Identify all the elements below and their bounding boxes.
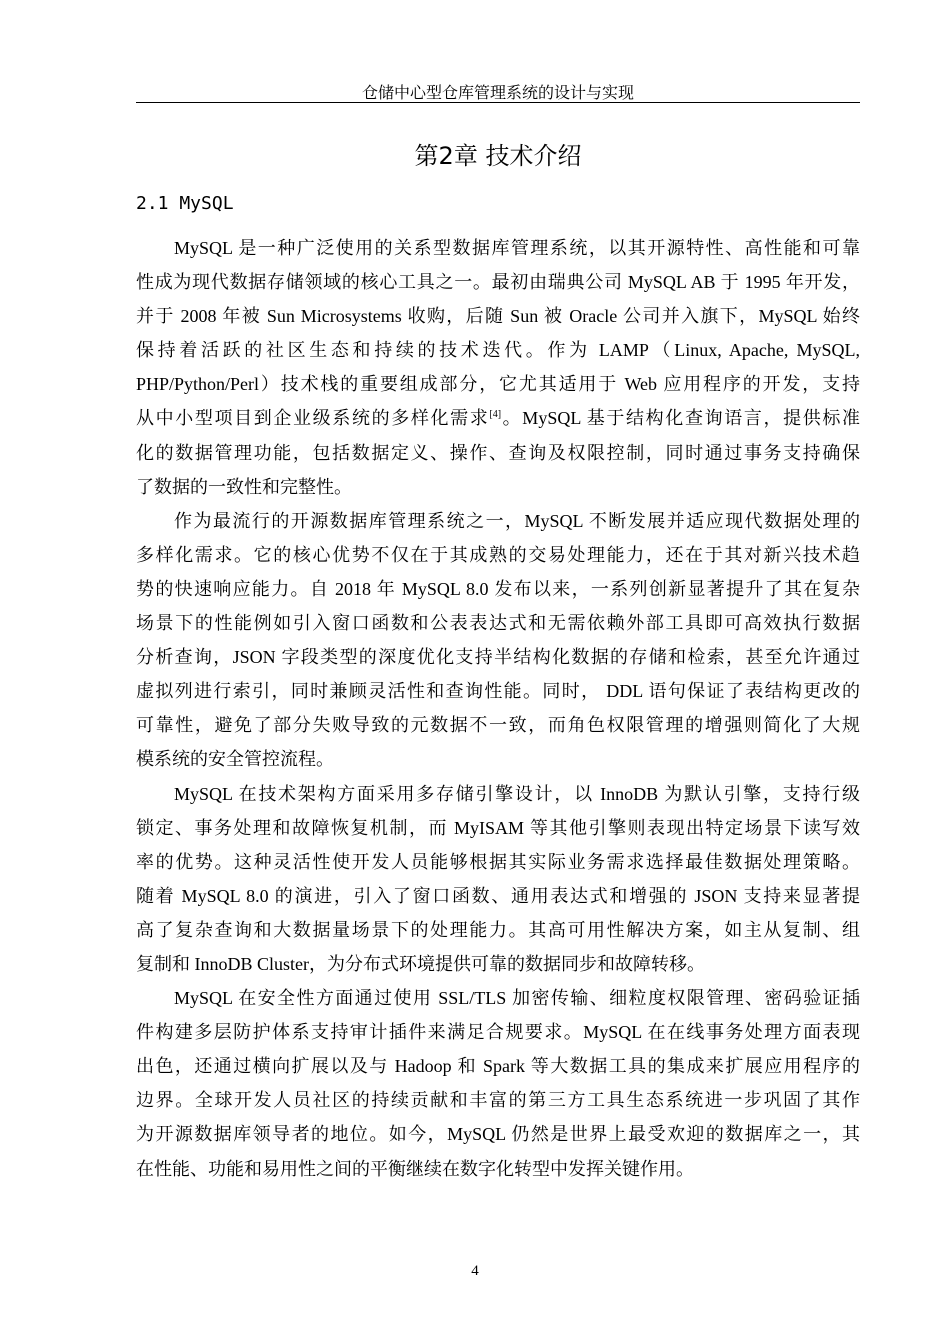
text-line: 在性能、功能和易用性之间的平衡继续在数字化转型中发挥关键作用。 (136, 1158, 694, 1179)
text-line: 率的优势。这种灵活性使开发人员能够根据其实际业务需求选择最佳数据处理策略。 (136, 851, 860, 872)
paragraph-4 (136, 983, 860, 1188)
section-title: 2.1 MySQL (136, 193, 234, 214)
paragraph-1 (136, 233, 860, 506)
text-line: MySQL 在安全性方面通过使用 SSL/TLS 加密传输、细粒度权限管理、密码验证插 (174, 988, 860, 1009)
citation-link[interactable]: [4] (489, 409, 502, 421)
running-header: 仓储中心型仓库管理系统的设计与实现 (361, 85, 634, 102)
text-line: MySQL 是一种广泛使用的关系型数据库管理系统，以其开源特性、高性能和可靠 (174, 238, 860, 258)
text-line: 作为最流行的开源数据库管理系统之一，MySQL 不断发展并适应现代数据处理的 (174, 510, 860, 531)
text-line: 复制和 InnoDB Cluster，为分布式环境提供可靠的数据同步和故障转移。 (136, 953, 705, 974)
text-segment: 从中小型项目到企业级系统的多样化需求 (136, 408, 490, 429)
text-line: 为开源数据库领导者的地位。如今，MySQL 仍然是世界上最受欢迎的数据库之一，其 (136, 1124, 860, 1145)
text-line: 锁定、事务处理和故障恢复机制，而 MyISAM 等其他引擎则表现出特定场景下读写效 (136, 817, 860, 838)
text-line: 并于 2008 年被 Sun Microsystems 收购，后随 Sun 被 Oracle 公司并入旗下，MySQL 始终 (136, 306, 860, 327)
text-line: 边界。全球开发人员社区的持续贡献和丰富的第三方工具生态系统进一步巩固了其作 (136, 1090, 860, 1111)
text-line: 虚拟列进行索引，同时兼顾灵活性和查询性能。同时， DDL 语句保证了表结构更改的 (136, 681, 860, 702)
text-line: 可靠性，避免了部分失败导致的元数据不一致，而角色权限管理的增强则简化了大规 (136, 715, 860, 736)
text-line: 了数据的一致性和完整性。 (136, 476, 352, 497)
text-line: 模系统的安全管控流程。 (136, 749, 334, 770)
text-line: 高了复杂查询和大数据量场景下的处理能力。其高可用性解决方案，如主从复制、组 (136, 919, 860, 940)
paragraph-2 (136, 506, 860, 779)
text-line: 随着 MySQL 8.0 的演进，引入了窗口函数、通用表达式和增强的 JSON 支持来显著提 (136, 885, 860, 906)
text-line: 出色，还通过横向扩展以及与 Hadoop 和 Spark 等大数据工具的集成来扩展应用程序的 (136, 1056, 860, 1077)
text-line: 保持着活跃的社区生态和持续的技术迭代。作为 LAMP（Linux, Apache, MySQL, (136, 340, 860, 361)
text-line: 化的数据管理功能，包括数据定义、操作、查询及权限控制，同时通过事务支持确保 (136, 442, 860, 463)
text-line: PHP/Python/Perl）技术栈的重要组成部分，它尤其适用于 Web 应用程序的开发，支持 (136, 374, 860, 395)
text-line: 场景下的性能例如引入窗口函数和公表表达式和无需依赖外部工具即可高效执行数据 (136, 613, 860, 634)
chapter-title: 第2章 技术介绍 (414, 142, 582, 170)
text-line: 性成为现代数据存储领域的核心工具之一。最初由瑞典公司 MySQL AB 于 1995 年开发， (136, 272, 860, 293)
text-line: 势的快速响应能力。自 2018 年 MySQL 8.0 发布以来，一系列创新显著提升了其在复杂 (136, 578, 860, 599)
body-text (136, 233, 860, 1188)
text-line (136, 403, 860, 437)
text-line: MySQL 在技术架构方面采用多存储引擎设计，以 InnoDB 为默认引擎，支持行级 (174, 783, 860, 804)
text-line: 多样化需求。它的核心优势不仅在于其成熟的交易处理能力，还在于其对新兴技术趋 (136, 544, 860, 565)
text-segment: 。MySQL 基于结构化查询语言，提供标准 (501, 408, 860, 429)
text-line: 分析查询，JSON 字段类型的深度优化支持半结构化数据的存储和检索，甚至允许通过 (136, 647, 860, 668)
text-line: 件构建多层防护体系支持审计插件来满足合规要求。MySQL 在在线事务处理方面表现 (136, 1022, 860, 1043)
page-number: 4 (471, 1263, 479, 1279)
header-rule (136, 102, 860, 103)
paragraph-3 (136, 779, 860, 984)
